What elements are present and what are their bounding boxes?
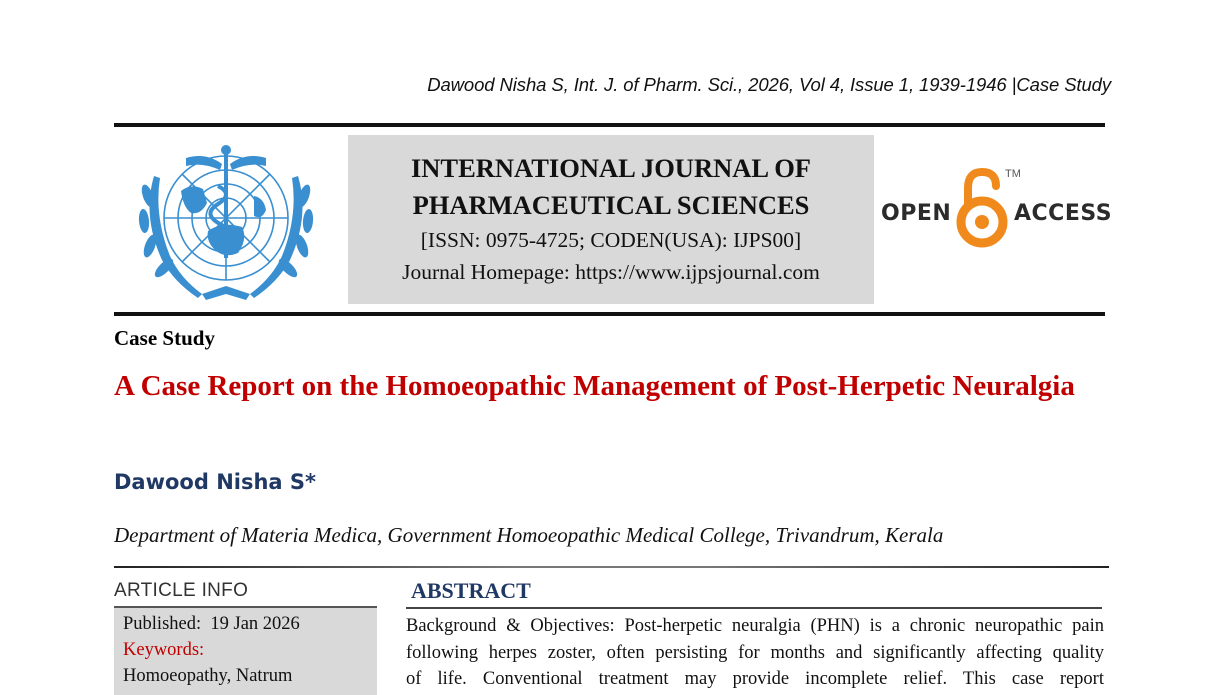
abstract-line: Background & Objectives: Post-herpetic neuralgia (PHN) is a chronic neuropathic pain [406,616,1104,636]
header-rule-top [114,123,1105,127]
journal-emblem-icon [126,136,326,306]
running-header: Dawood Nisha S, Int. J. of Pharm. Sci., 2026, Vol 4, Issue 1, 1939-1946 |Case Study [427,74,1111,95]
published-date: Published: 19 Jan 2026 [123,614,300,634]
abstract-body [406,613,1104,693]
journal-title-line1: INTERNATIONAL JOURNAL OF [410,153,811,183]
open-lock-icon [954,166,1010,251]
journal-title-line2: PHARMACEUTICAL SCIENCES [412,190,810,220]
abstract-line: of life. Conventional treatment may provide incomplete relief. This case report [406,669,1104,689]
author-affiliation: Department of Materia Medica, Government Homoeopathic Medical College, Trivandrum, Kerala [114,523,944,547]
keywords-value: Homoeopathy, Natrum [123,666,293,686]
article-type-label: Case Study [114,326,215,350]
open-access-word-open: OPEN [881,201,952,226]
affiliation-divider [114,566,1109,568]
trademark-mark: TM [1005,168,1021,180]
journal-homepage-link[interactable]: Journal Homepage: https://www.ijpsjournal.com [402,260,820,284]
abstract-rule [406,607,1102,609]
journal-masthead [348,135,874,304]
keywords-label: Keywords: [123,640,205,660]
article-info-heading: ARTICLE INFO [114,580,249,601]
author-name: Dawood Nisha S* [114,470,317,494]
open-access-logo [880,166,1113,251]
article-title: A Case Report on the Homoeopathic Management of Post-Herpetic Neuralgia [114,370,1075,402]
abstract-heading: ABSTRACT [411,578,531,603]
journal-title [348,150,874,224]
journal-issn: [ISSN: 0975-4725; CODEN(USA): IJPS00] [420,228,802,252]
open-access-word-access: ACCESS [1014,201,1113,226]
article-info-box [114,608,377,695]
header-rule-bottom [114,312,1105,316]
abstract-line: following herpes zoster, often persisting for months and significantly affecting quality [406,642,1104,663]
